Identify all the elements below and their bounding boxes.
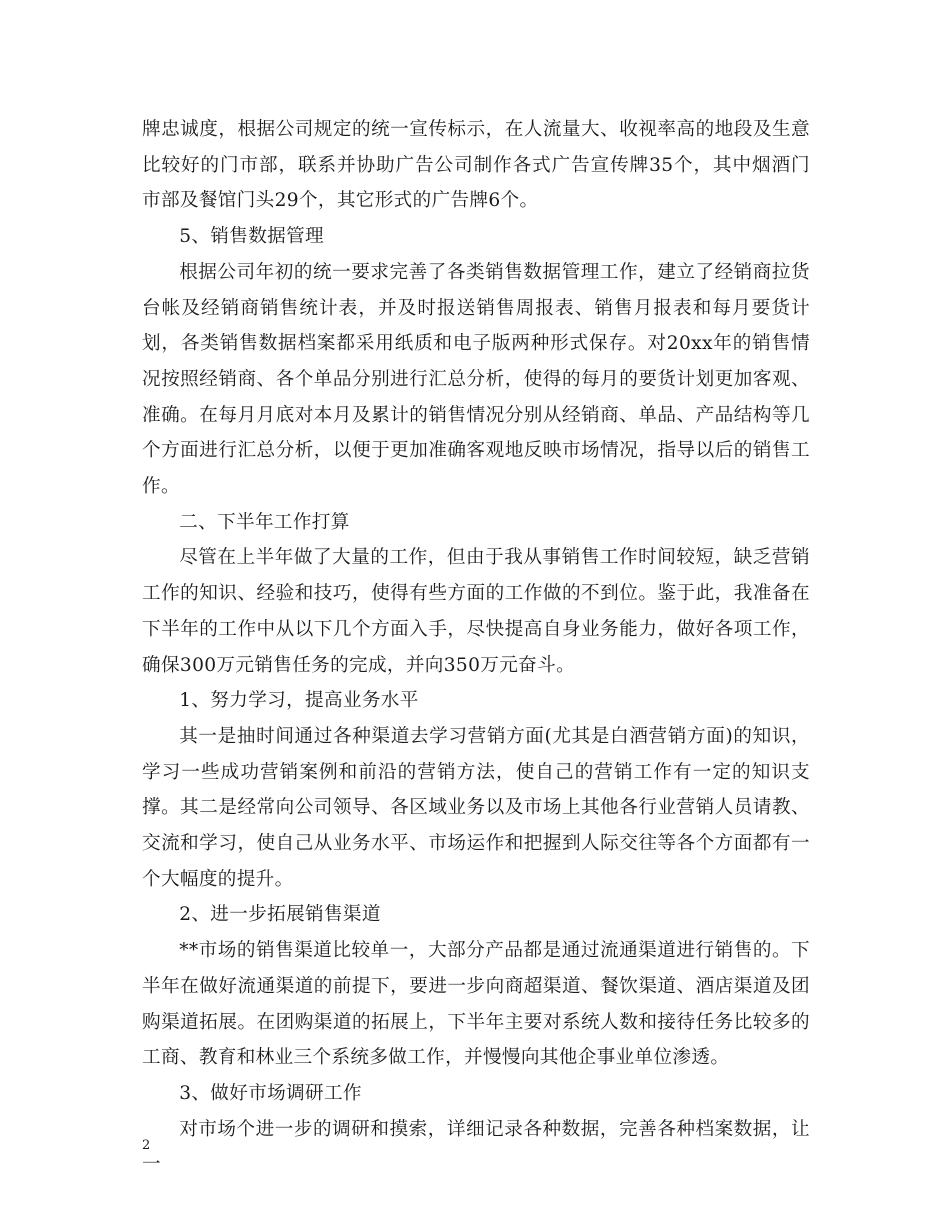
paragraph: 对市场个进一步的调研和摸索，详细记录各种数据，完善各种档案数据，让一 (142, 1118, 810, 1176)
paragraph: 其一是抽时间通过各种渠道去学习营销方面(尤其是白酒营销方面)的知识，学习一些成功营销案例和前沿的营销方法，使自己的营销工作有一定的知识支撑。其二是经常向公司领导、各区域业务以及市场上其他各行业营销人员请教、交流和学习，使自己从业务水平、市场运作和把握到人际交往等各个方面都有一个大幅度的提升。 (142, 725, 810, 890)
section-heading: 二、下半年工作打算 (179, 511, 350, 533)
paragraph: 牌忠诚度，根据公司规定的统一宣传标示，在人流量大、收视率高的地段及生意比较好的门市部，联系并协助广告公司制作各式广告宣传牌35个，其中烟酒门市部及餐馆门头29个，其它形式的广告牌6个。 (142, 119, 810, 212)
section-heading: 5、销售数据管理 (179, 226, 324, 248)
page-number: 2 (142, 1138, 151, 1153)
section-heading: 3、做好市场调研工作 (179, 1082, 362, 1104)
paragraph: 尽管在上半年做了大量的工作，但由于我从事销售工作时间较短，缺乏营销工作的知识、经验和技巧，使得有些方面的工作做的不到位。鉴于此，我准备在下半年的工作中从以下几个方面入手，尽快提高自身业务能力，做好各项工作，确保300万元销售任务的完成，并向350万元奋斗。 (142, 547, 810, 676)
paragraph: 根据公司年初的统一要求完善了各类销售数据管理工作，建立了经销商拉货台帐及经销商销售统计表，并及时报送销售周报表、销售月报表和每月要货计划，各类销售数据档案都采用纸质和电子版两种形式保存。对20xx年的销售情况按照经销商、各个单品分别进行汇总分析，使得的每月的要货计划更加客观、准确。在每月月底对本月及累计的销售情况分别从经销商、单品、产品结构等几个方面进行汇总分析，以便于更加准确客观地反映市场情况，指导以后的销售工作。 (142, 261, 810, 498)
section-heading: 1、努力学习，提高业务水平 (179, 690, 419, 712)
section-heading: 2、进一步拓展销售渠道 (179, 904, 381, 926)
document-body (142, 112, 810, 1183)
paragraph: **市场的销售渠道比较单一，大部分产品都是通过流通渠道进行销售的。下半年在做好流通渠道的前提下，要进一步向商超渠道、餐饮渠道、酒店渠道及团购渠道拓展。在团购渠道的拓展上，下半年主要对系统人数和接待任务比较多的工商、教育和林业三个系统多做工作，并慢慢向其他企事业单位渗透。 (142, 940, 810, 1069)
